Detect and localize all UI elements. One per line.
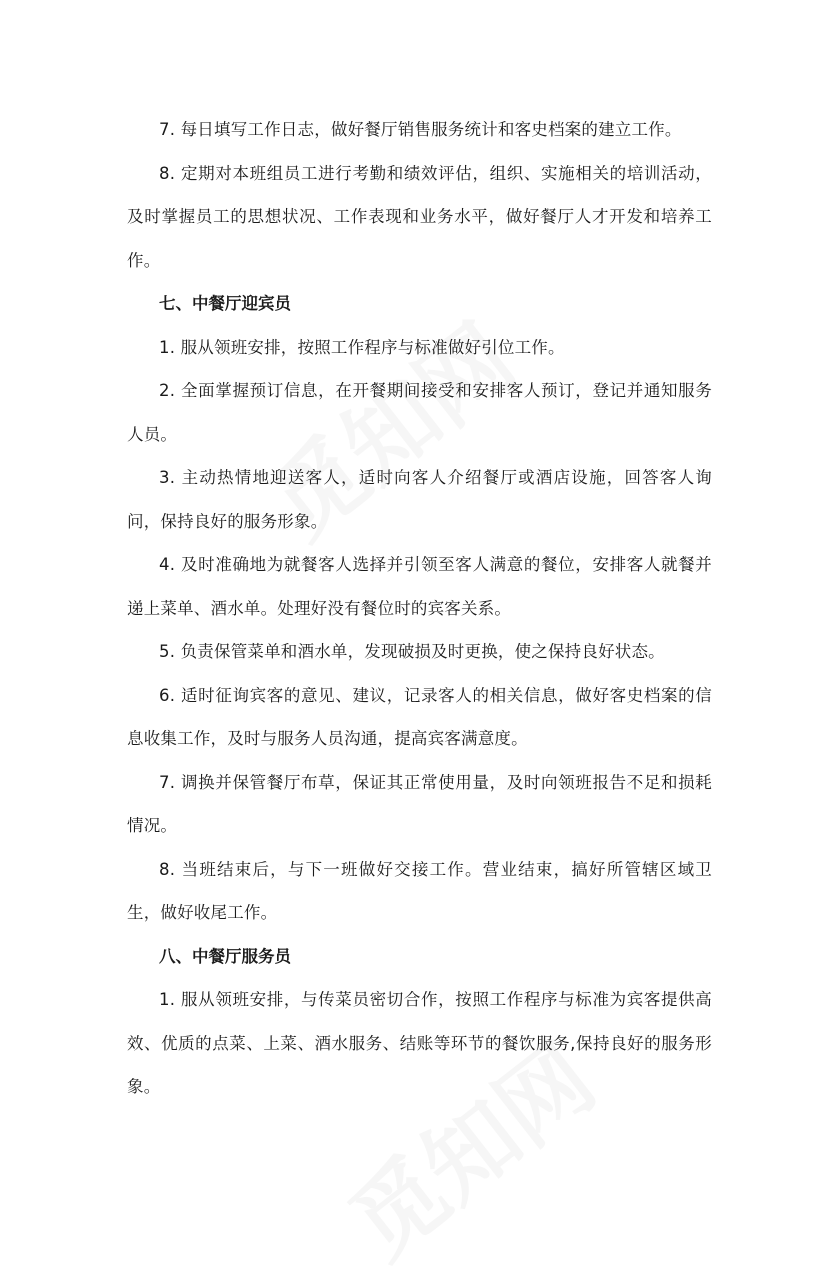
paragraph: 8. 当班结束后，与下一班做好交接工作。营业结束，搞好所管辖区域卫生，做好收尾工作。 — [127, 859, 712, 922]
paragraph: 4. 及时准确地为就餐客人选择并引领至客人满意的餐位，安排客人就餐并递上菜单、酒水单。处理好没有餐位时的宾客关系。 — [127, 555, 712, 618]
paragraph: 5. 负责保管菜单和酒水单，发现破损及时更换，使之保持良好状态。 — [159, 642, 665, 661]
paragraph: 8. 定期对本班组员工进行考勤和绩效评估，组织、实施相关的培训活动，及时掌握员工的思想状况、工作表现和业务水平，做好餐厅人才开发和培养工作。 — [127, 163, 712, 270]
paragraph: 3. 主动热情地迎送客人，适时向客人介绍餐厅或酒店设施，回答客人询问，保持良好的服务形象。 — [127, 468, 712, 531]
paragraph: 1. 服从领班安排，按照工作程序与标准做好引位工作。 — [159, 337, 565, 357]
document-body — [127, 108, 712, 1109]
paragraph: 1. 服从领班安排，与传菜员密切合作，按照工作程序与标准为宾客提供高效、优质的点菜、上菜、酒水服务、结账等环节的餐饮服务,保持良好的服务形象。 — [127, 990, 712, 1096]
paragraph: 7. 调换并保管餐厅布草，保证其正常使用量，及时向领班报告不足和损耗情况。 — [127, 772, 712, 835]
paragraph: 7. 每日填写工作日志，做好餐厅销售服务统计和客史档案的建立工作。 — [159, 120, 682, 139]
section-heading: 七、中餐厅迎宾员 — [159, 294, 291, 313]
section-heading: 八、中餐厅服务员 — [159, 946, 291, 966]
paragraph: 2. 全面掌握预订信息，在开餐期间接受和安排客人预订，登记并通知服务人员。 — [127, 381, 712, 444]
paragraph: 6. 适时征询宾客的意见、建议，记录客人的相关信息，做好客史档案的信息收集工作，及时与服务人员沟通，提高宾客满意度。 — [127, 685, 712, 748]
